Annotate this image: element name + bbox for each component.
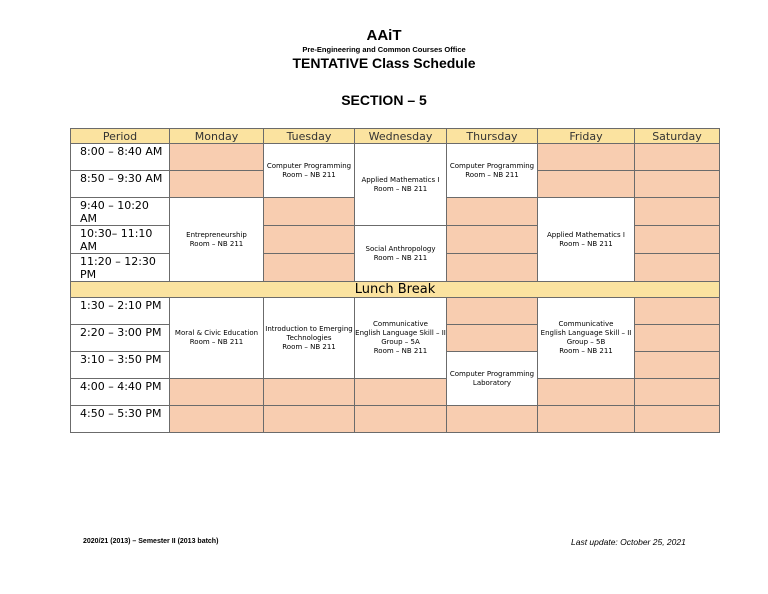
table-row (71, 298, 720, 325)
schedule-table (70, 128, 720, 433)
col-header-tuesday: Tuesday (264, 129, 355, 144)
class-cell-thursday-pm: Computer Programming Laboratory (447, 352, 538, 406)
class-cell-wednesday-am: Applied Mathematics I Room – NB 211 (355, 144, 447, 226)
class-cell-tuesday-pm: Introduction to Emerging Technologies Room – NB 211 (264, 298, 355, 379)
period-cell: 3:10 – 3:50 PM (71, 352, 170, 379)
table-row (71, 144, 720, 171)
empty-slot (447, 406, 538, 433)
period-cell: 11:20 – 12:30 PM (71, 254, 170, 282)
schedule-title: TENTATIVE Class Schedule (292, 55, 476, 71)
section-title: SECTION – 5 (341, 92, 427, 108)
class-cell-tuesday-am: Computer Programming Room – NB 211 (264, 144, 355, 198)
col-header-period: Period (71, 129, 170, 144)
empty-slot (170, 144, 264, 171)
empty-slot (635, 171, 720, 198)
table-row (71, 379, 720, 406)
empty-slot (635, 198, 720, 226)
class-cell-friday-am: Applied Mathematics I Room – NB 211 (538, 198, 635, 282)
org-name: AAiT (366, 27, 402, 44)
empty-slot (264, 226, 355, 254)
lunch-break-label: Lunch Break (71, 282, 720, 298)
table-row (71, 406, 720, 433)
col-header-wednesday: Wednesday (355, 129, 447, 144)
empty-slot (355, 406, 447, 433)
empty-slot (635, 298, 720, 325)
table-header-row (71, 129, 720, 144)
class-cell-thursday-am: Computer Programming Room – NB 211 (447, 144, 538, 198)
class-cell-monday-am: Entrepreneurship Room – NB 211 (170, 198, 264, 282)
period-cell: 1:30 – 2:10 PM (71, 298, 170, 325)
office-name: Pre-Engineering and Common Courses Office (302, 45, 466, 54)
period-cell: 4:50 – 5:30 PM (71, 406, 170, 433)
class-cell-wednesday-pm: Communicative English Language Skill – II Group – 5A Room – NB 211 (355, 298, 447, 379)
empty-slot (447, 226, 538, 254)
empty-slot (635, 325, 720, 352)
empty-slot (635, 379, 720, 406)
empty-slot (264, 379, 355, 406)
empty-slot (355, 379, 447, 406)
class-cell-wednesday-am2: Social Anthropology Room – NB 211 (355, 226, 447, 282)
empty-slot (538, 379, 635, 406)
empty-slot (447, 325, 538, 352)
empty-slot (264, 406, 355, 433)
empty-slot (538, 171, 635, 198)
col-header-thursday: Thursday (447, 129, 538, 144)
period-cell: 8:50 – 9:30 AM (71, 171, 170, 198)
empty-slot (170, 406, 264, 433)
empty-slot (447, 254, 538, 282)
col-header-friday: Friday (538, 129, 635, 144)
footer-semester: 2020/21 (2013) – Semester II (2013 batch) (83, 538, 219, 545)
period-cell: 4:00 – 4:40 PM (71, 379, 170, 406)
col-header-monday: Monday (170, 129, 264, 144)
period-cell: 8:00 – 8:40 AM (71, 144, 170, 171)
empty-slot (170, 379, 264, 406)
empty-slot (264, 198, 355, 226)
empty-slot (635, 406, 720, 433)
lunch-row (71, 282, 720, 298)
period-cell: 9:40 – 10:20 AM (71, 198, 170, 226)
empty-slot (170, 171, 264, 198)
empty-slot (538, 144, 635, 171)
empty-slot (538, 406, 635, 433)
empty-slot (635, 352, 720, 379)
footer-last-update: Last update: October 25, 2021 (571, 537, 686, 547)
class-cell-monday-pm: Moral & Civic Education Room – NB 211 (170, 298, 264, 379)
empty-slot (447, 298, 538, 325)
empty-slot (635, 144, 720, 171)
period-cell: 2:20 – 3:00 PM (71, 325, 170, 352)
col-header-saturday: Saturday (635, 129, 720, 144)
empty-slot (264, 254, 355, 282)
period-cell: 10:30– 11:10 AM (71, 226, 170, 254)
empty-slot (447, 198, 538, 226)
empty-slot (635, 226, 720, 254)
class-cell-friday-pm: Communicative English Language Skill – II Group – 5B Room – NB 211 (538, 298, 635, 379)
empty-slot (635, 254, 720, 282)
